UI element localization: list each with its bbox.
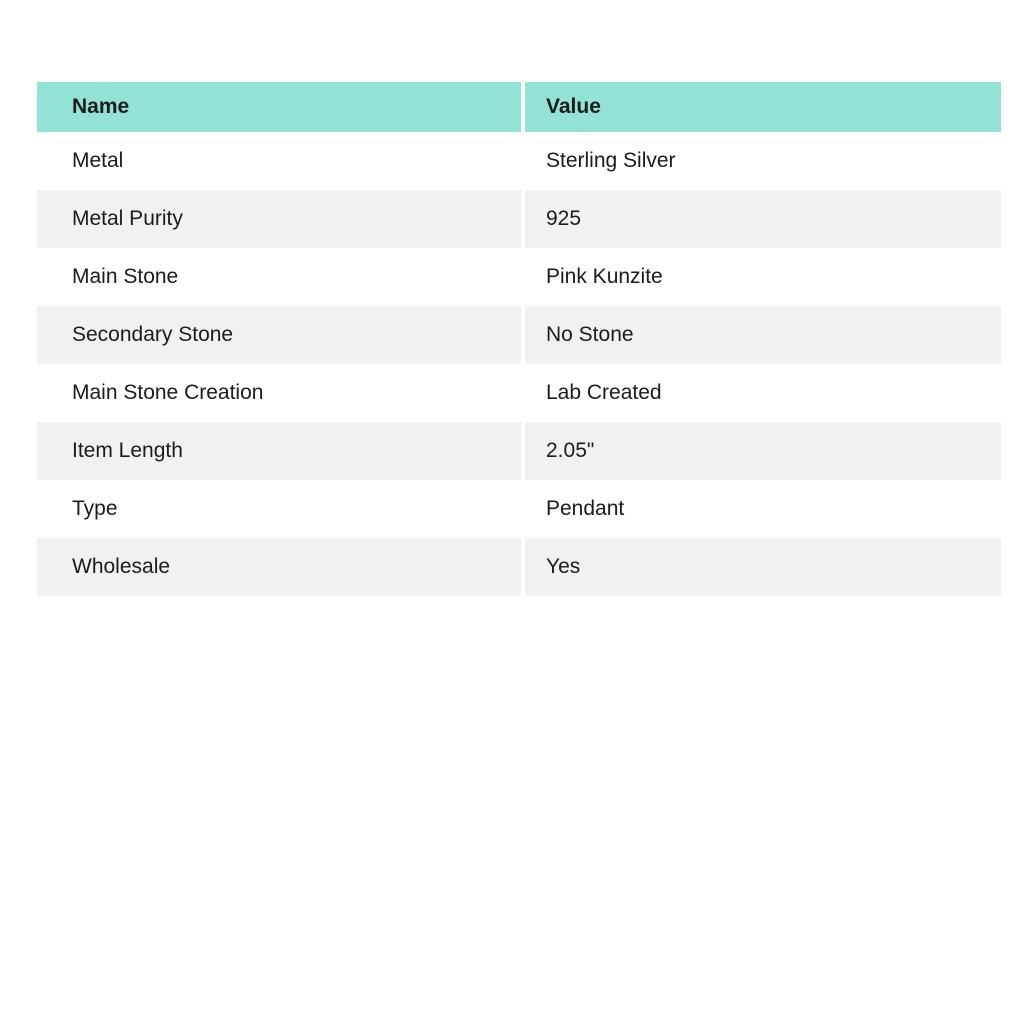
spec-value-cell: No Stone [521,306,1001,364]
column-header-name: Name [37,82,521,132]
spec-name-cell: Secondary Stone [37,306,521,364]
spec-value-cell: Yes [521,538,1001,596]
table-body [37,132,1001,596]
spec-name-cell: Metal Purity [37,190,521,248]
spec-name-cell: Wholesale [37,538,521,596]
spec-value-cell: 2.05" [521,422,1001,480]
product-specifications-table [37,82,1001,596]
table-row [37,480,1001,538]
spec-name-cell: Metal [37,132,521,190]
column-header-value: Value [521,82,1001,132]
spec-name-cell: Item Length [37,422,521,480]
spec-value-cell: Sterling Silver [521,132,1001,190]
spec-name-cell: Type [37,480,521,538]
spec-value-cell: Lab Created [521,364,1001,422]
table-row [37,132,1001,190]
spec-name-cell: Main Stone Creation [37,364,521,422]
spec-value-cell: 925 [521,190,1001,248]
table-row [37,306,1001,364]
spec-value-cell: Pendant [521,480,1001,538]
table-header-row [37,82,1001,132]
table-row [37,190,1001,248]
table-row [37,422,1001,480]
table-row [37,248,1001,306]
table-row [37,538,1001,596]
spec-value-cell: Pink Kunzite [521,248,1001,306]
spec-name-cell: Main Stone [37,248,521,306]
table-row [37,364,1001,422]
